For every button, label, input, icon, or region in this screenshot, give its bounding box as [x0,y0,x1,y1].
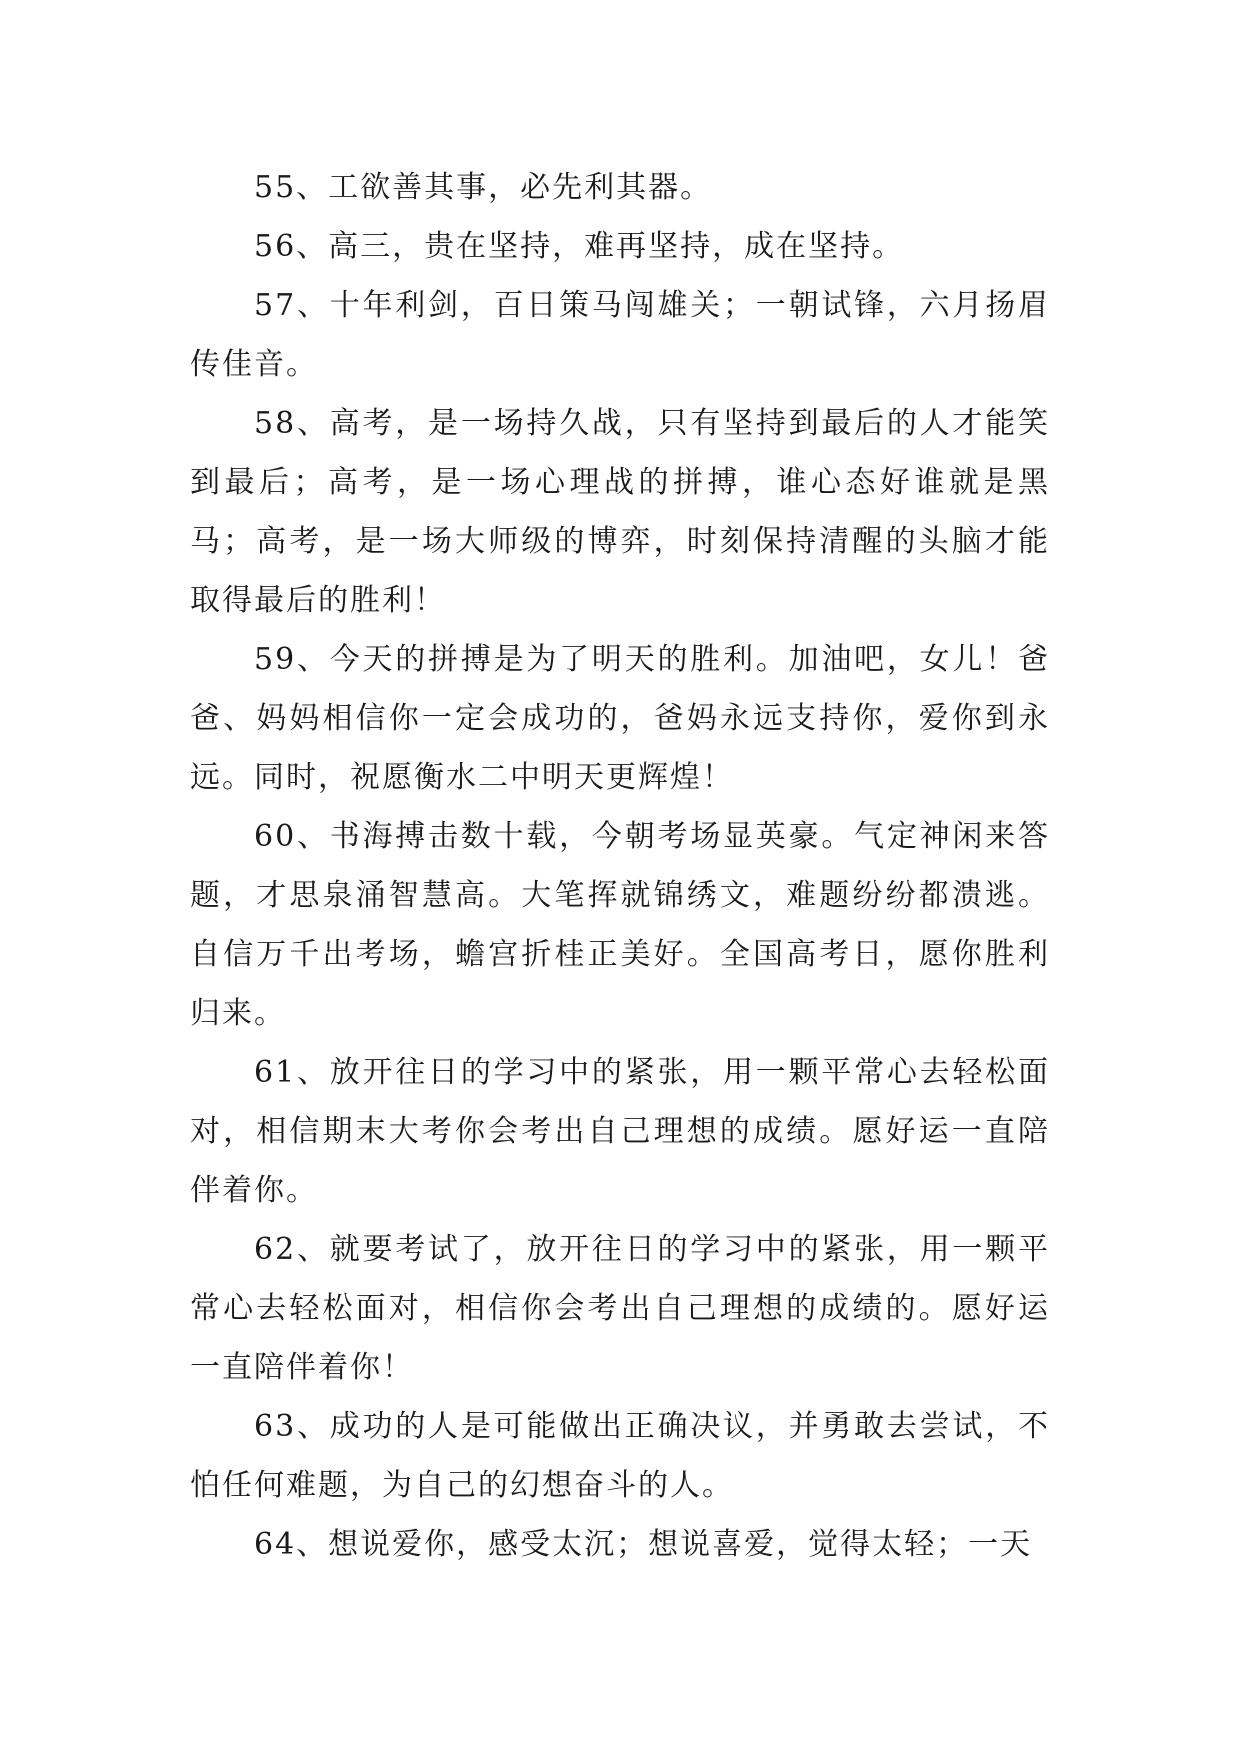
paragraph-61: 61、放开往日的学习中的紧张，用一颗平常心去轻松面对，相信期末大考你会考出自己理想的成绩。愿好运一直陪伴着你。 [190,1055,1050,1208]
paragraph-55: 55、工欲善其事，必先利其器。 [254,170,713,205]
paragraph-58: 58、高考，是一场持久战，只有坚持到最后的人才能笑到最后；高考，是一场心理战的拼搏，谁心态好谁就是黑马；高考，是一场大师级的博弈，时刻保持清醒的头脑才能取得最后的胜利！ [190,406,1050,618]
document-body [190,158,1050,1574]
paragraph-63: 63、成功的人是可能做出正确决议，并勇敢去尝试，不怕任何难题，为自己的幻想奋斗的人。 [190,1409,1050,1503]
paragraph-60: 60、书海搏击数十载，今朝考场显英豪。气定神闲来答题，才思泉涌智慧高。大笔挥就锦绣文，难题纷纷都溃逃。自信万千出考场，蟾宫折桂正美好。全国高考日，愿你胜利归来。 [190,819,1050,1031]
paragraph-59: 59、今天的拼搏是为了明天的胜利。加油吧，女儿！爸爸、妈妈相信你一定会成功的，爸妈永远支持你，爱你到永远。同时，祝愿衡水二中明天更辉煌！ [190,642,1050,795]
paragraph-64: 64、想说爱你，感受太沉；想说喜爱，觉得太轻；一天 [254,1527,1033,1562]
paragraph-56: 56、高三，贵在坚持，难再坚持，成在坚持。 [254,229,905,264]
paragraph-62: 62、就要考试了，放开往日的学习中的紧张，用一颗平常心去轻松面对，相信你会考出自己理想的成绩的。愿好运一直陪伴着你！ [190,1232,1050,1385]
paragraph-57: 57、十年利剑，百日策马闯雄关；一朝试锋，六月扬眉传佳音。 [190,288,1050,382]
